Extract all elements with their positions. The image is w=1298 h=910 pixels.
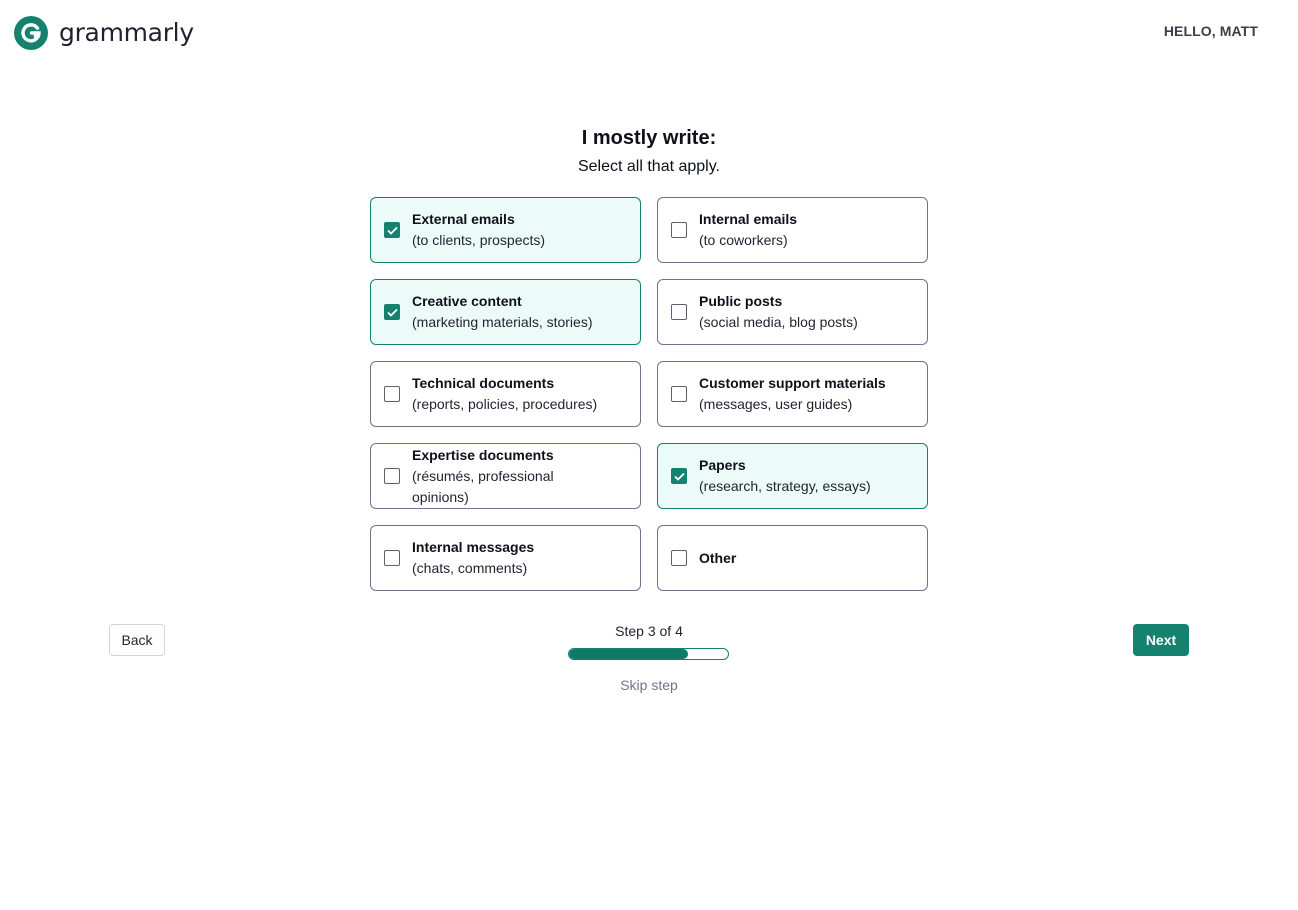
checkbox[interactable] [671,386,687,402]
checkbox[interactable] [671,550,687,566]
skip-step-link[interactable]: Skip step [620,677,678,693]
back-button[interactable]: Back [109,624,165,656]
option-title: Technical documents [412,375,555,391]
page-title: I mostly write: [581,127,717,149]
option-external-emails[interactable] [370,197,641,263]
grammarly-g-icon [14,16,48,50]
option-title: Customer support materials [699,375,886,391]
option-subtitle: (to coworkers) [699,232,788,248]
writing-type-options [370,197,928,591]
progress-bar [568,648,729,660]
option-subtitle: (research, strategy, essays) [699,478,871,494]
option-public-posts[interactable] [657,279,928,345]
option-title: Papers [699,457,746,473]
checkbox[interactable] [671,222,687,238]
option-subtitle: (to clients, prospects) [412,232,546,248]
option-internal-emails[interactable] [657,197,928,263]
option-subtitle: (résumés, professional opinions) [412,467,554,505]
logo[interactable] [14,16,194,50]
option-internal-messages[interactable] [370,525,641,591]
option-papers[interactable] [657,443,928,509]
option-subtitle: (messages, user guides) [699,396,853,412]
progress-fill [569,649,688,659]
option-subtitle: (chats, comments) [412,560,528,576]
checkbox[interactable] [384,222,400,238]
checkbox[interactable] [671,468,687,484]
option-creative-content[interactable] [370,279,641,345]
header [0,0,1298,70]
checkmark-icon [387,308,398,317]
option-technical-documents[interactable] [370,361,641,427]
option-title: Internal messages [412,539,535,555]
option-customer-support-materials[interactable] [657,361,928,427]
logo-text: grammarly [59,18,194,47]
step-indicator: Step 3 of 4 [615,623,683,639]
checkmark-icon [387,226,398,235]
checkbox[interactable] [384,550,400,566]
option-subtitle: (marketing materials, stories) [412,314,593,330]
option-title: Other [699,549,737,566]
checkbox[interactable] [384,304,400,320]
next-button[interactable]: Next [1133,624,1189,656]
user-greeting[interactable]: HELLO, MATT [1163,23,1258,39]
checkbox[interactable] [384,468,400,484]
page-subtitle: Select all that apply. [577,158,720,175]
option-other[interactable] [657,525,928,591]
option-title: Creative content [412,293,522,309]
option-expertise-documents[interactable] [370,443,641,509]
checkmark-icon [674,472,685,481]
checkbox[interactable] [671,304,687,320]
checkbox[interactable] [384,386,400,402]
option-title: External emails [412,211,515,227]
option-title: Internal emails [699,211,798,227]
option-title: Public posts [699,293,783,309]
option-title: Expertise documents [412,446,554,463]
option-subtitle: (reports, policies, procedures) [412,396,598,412]
option-subtitle: (social media, blog posts) [699,314,858,330]
